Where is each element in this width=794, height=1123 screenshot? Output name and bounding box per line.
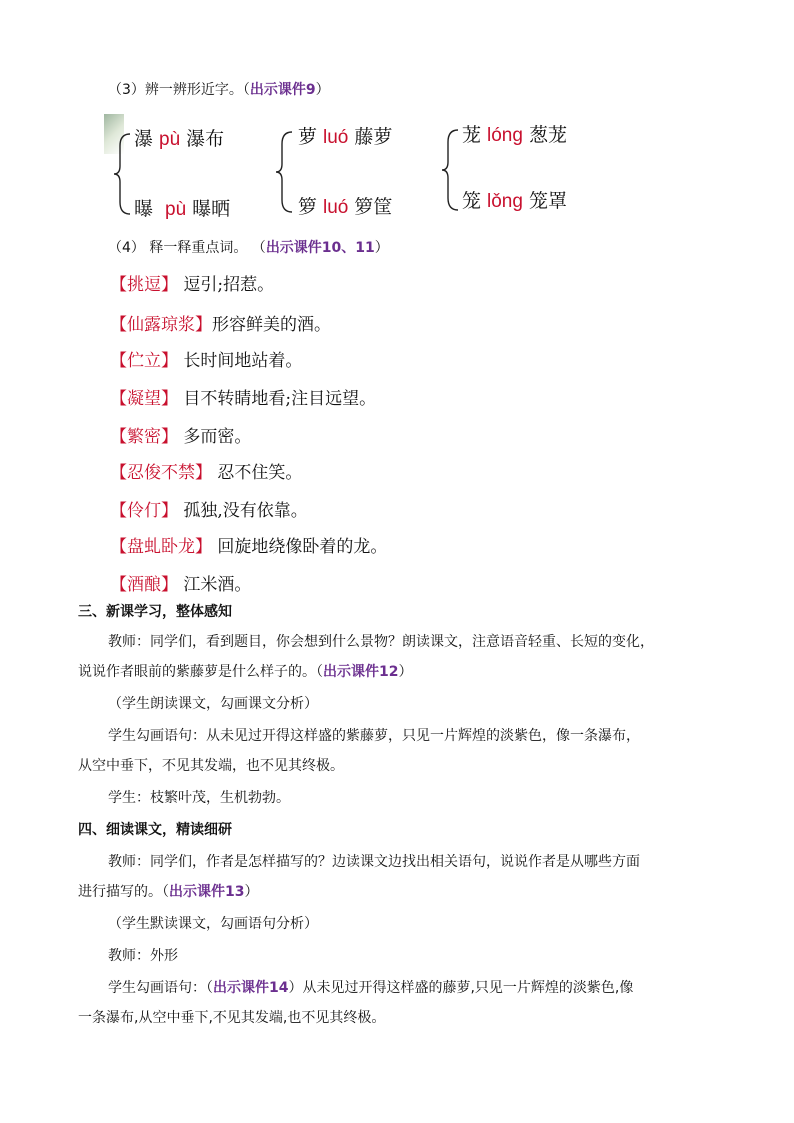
part3-heading: 三、新课学习，整体感知 [78,604,232,620]
vocab-item: 【伶仃】 孤独,没有依靠。 [110,501,308,521]
vocab-item: 【仙露琼浆】形容鲜美的酒。 [110,315,331,335]
part4-heading: 四、细读课文，精读细研 [78,822,232,838]
vocab-item: 【凝望】 目不转睛地看;注目远望。 [110,389,377,409]
paragraph-line: 学生勾画语句：（出示课件14）从未见过开得这样盛的藤萝,只见一片辉煌的淡紫色,像 [108,980,634,996]
char-compare-item: 箩 luó 箩筐 [298,196,393,218]
char-compare-item: 茏 lóng 葱茏 [462,124,567,146]
paragraph-line: 学生勾画语句：从未见过开得这样盛的紫藤萝，只见一片辉煌的淡紫色，像一条瀑布， [108,728,640,744]
paragraph-line: 一条瀑布,从空中垂下,不见其发端,也不见其终极。 [78,1010,386,1026]
paragraph-line: 说说作者眼前的紫藤萝是什么样子的。（出示课件12） [78,664,413,680]
paragraph-line: （学生朗读课文，勾画课文分析） [108,696,318,712]
brace-icon [440,128,460,212]
paragraph-line: 从空中垂下，不见其发端，也不见其终极。 [78,758,344,774]
paragraph-line: （学生默读课文，勾画语句分析） [108,916,318,932]
brace-icon [112,132,132,216]
paragraph-line: 学生：枝繁叶茂，生机勃勃。 [108,790,290,806]
vocab-item: 【盘虬卧龙】 回旋地绕像卧着的龙。 [110,537,388,557]
vocab-item: 【酒酿】 江米酒。 [110,575,252,595]
paragraph-line: 进行描写的。（出示课件13） [78,884,259,900]
char-compare-item: 萝 luó 藤萝 [298,126,393,148]
char-compare-item: 曝 pù 曝晒 [134,198,231,220]
courseware-ref: 出示课件9 [249,82,316,98]
vocab-item: 【伫立】 长时间地站着。 [110,351,303,371]
vocab-item: 【忍俊不禁】 忍不住笑。 [110,463,303,483]
courseware-ref: 出示课件12 [323,664,399,680]
courseware-ref: 出示课件14 [213,980,289,996]
paragraph-line: 教师：外形 [108,948,178,964]
vocab-item: 【繁密】 多而密。 [110,427,252,447]
paragraph-line: 教师：同学们，看到题目，你会想到什么景物？朗读课文，注意语音轻重、长短的变化， [108,634,654,650]
section4-heading: （4） 释一释重点词。 （出示课件10、11） [108,240,389,256]
char-compare-item: 笼 lǒng 笼罩 [462,190,567,212]
paragraph-line: 教师：同学们，作者是怎样描写的？边读课文边找出相关语句，说说作者是从哪些方面 [108,854,640,870]
courseware-ref: 出示课件10、11 [265,240,375,256]
char-compare-item: 瀑 pù 瀑布 [134,128,225,150]
vocab-item: 【挑逗】 逗引;招惹。 [110,275,275,295]
section3-heading: （3）辨一辨形近字。（出示课件9） [108,82,330,98]
courseware-ref: 出示课件13 [169,884,245,900]
brace-icon [274,130,294,214]
